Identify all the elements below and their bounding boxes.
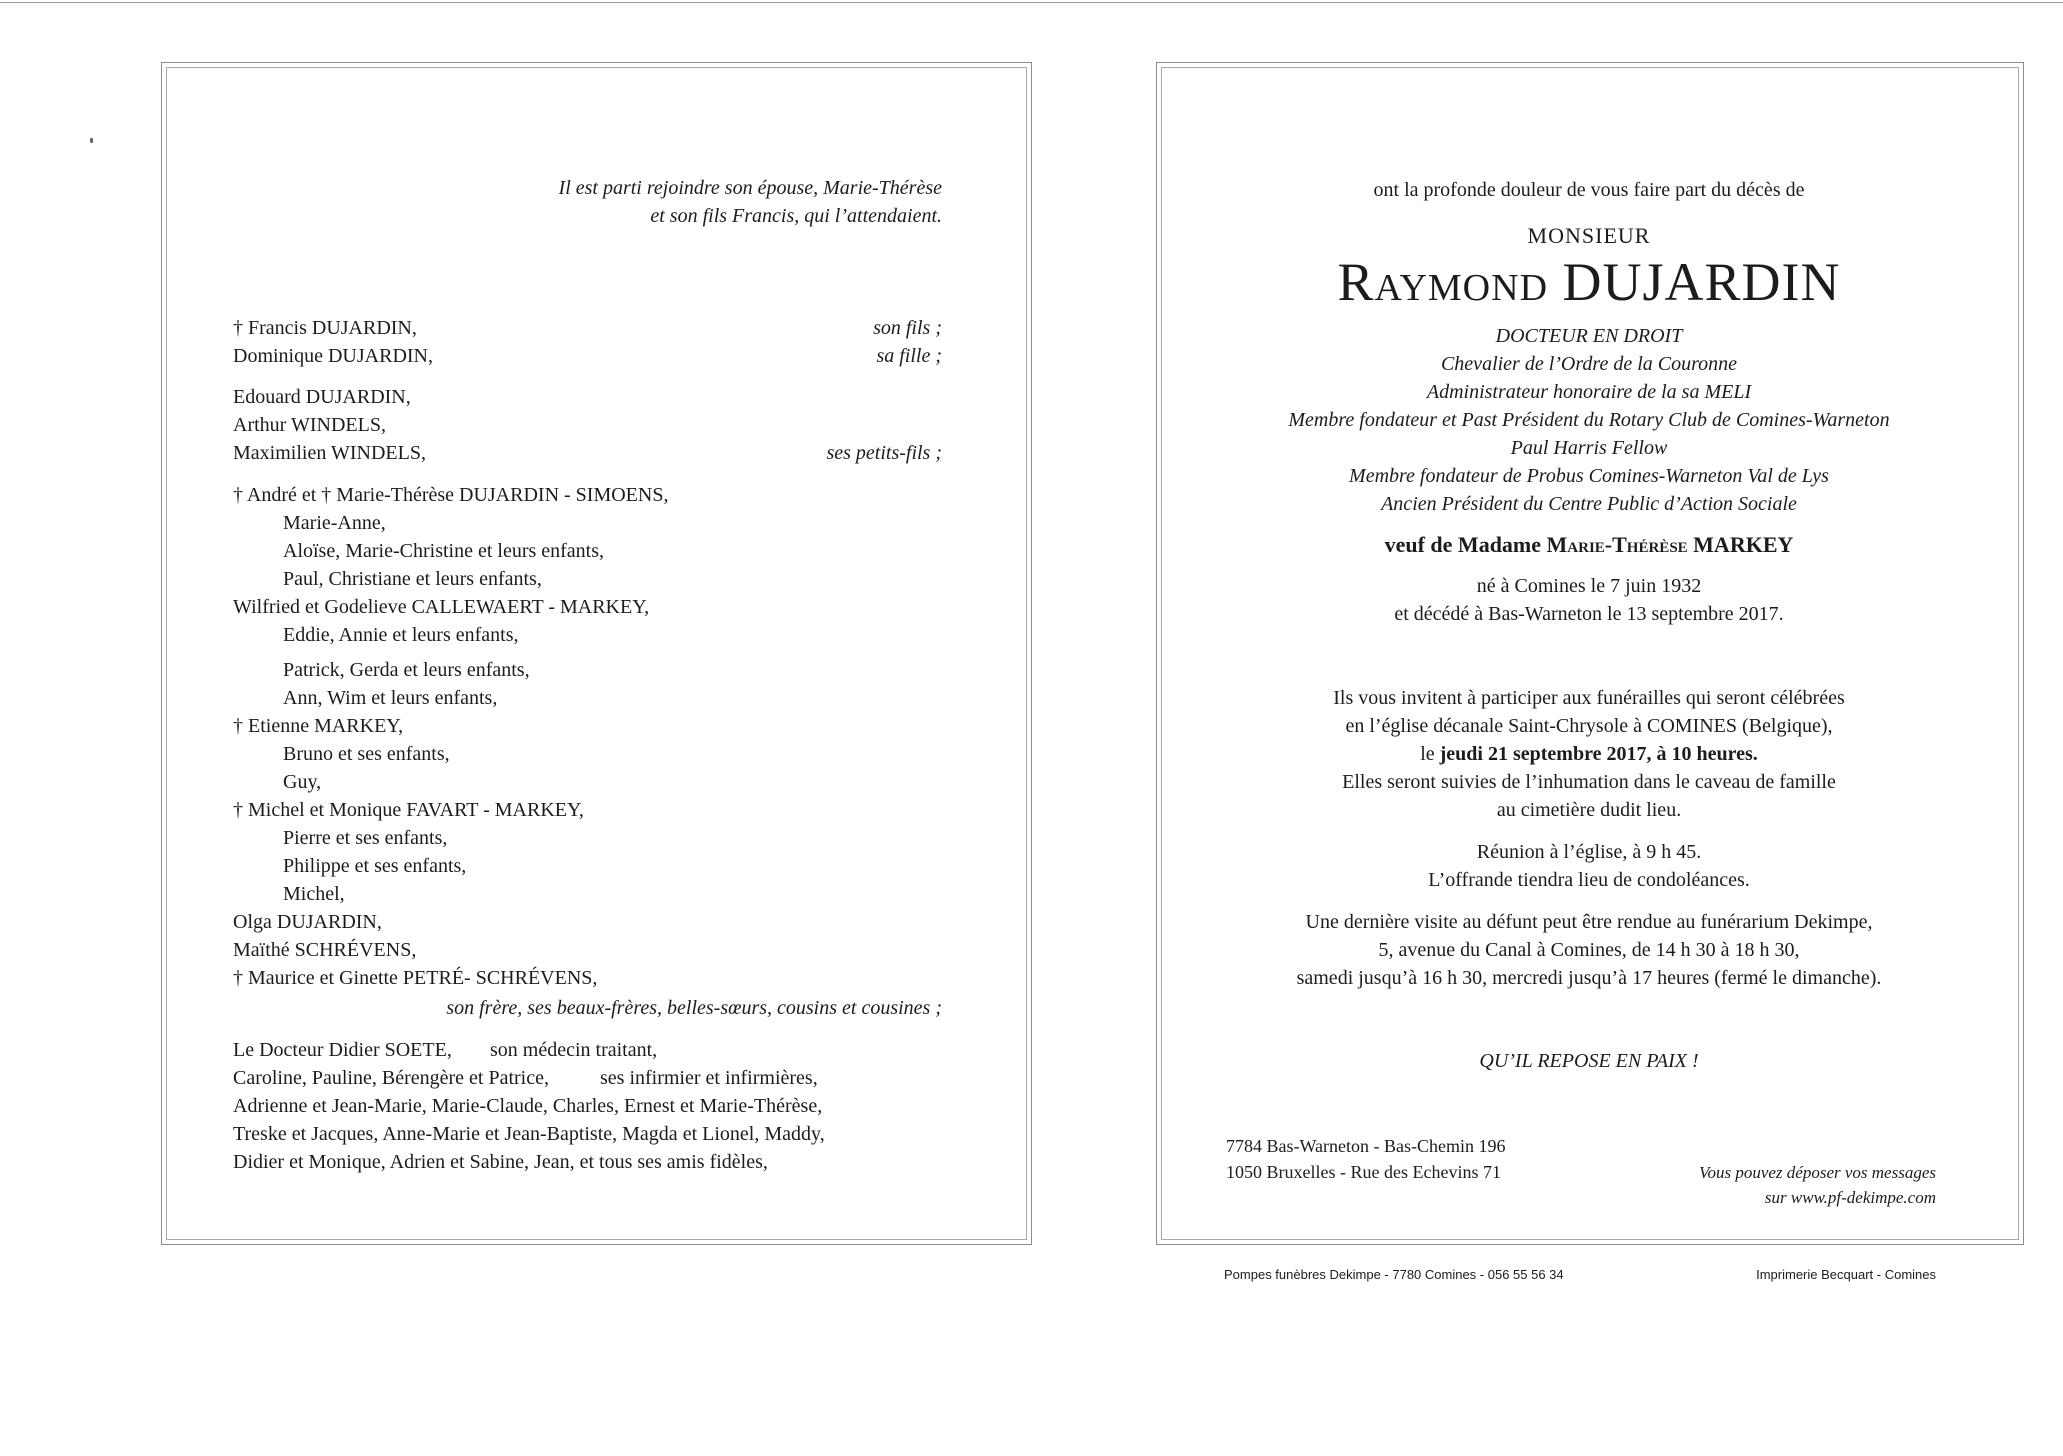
family-entry: Paul, Christiane et leurs enfants, [283, 568, 542, 590]
family-entry: Patrick, Gerda et leurs enfants, [283, 659, 530, 681]
deceased-last-name: DUJARDIN [1562, 252, 1841, 312]
family-entry: Maïthé SCHRÉVENS, [233, 939, 417, 961]
funeral-date: jeudi 21 septembre 2017, à 10 heures. [1439, 743, 1758, 765]
family-entry: Michel, [283, 883, 345, 905]
family-role: sa fille ; [876, 345, 942, 367]
family-entry: Ann, Wim et leurs enfants, [283, 687, 498, 709]
address-line: 1050 Bruxelles - Rue des Echevins 71 [1226, 1162, 1501, 1182]
family-entry: Guy, [283, 771, 322, 793]
burial-line: au cimetière dudit lieu. [1496, 799, 1682, 821]
burial-line: Elles seront suivies de l’inhumation dans le caveau de famille [1342, 771, 1836, 793]
funeral-date-line [1156, 740, 2022, 768]
funeral-line: Ils vous invitent à participer aux funérailles qui seront célébrées [1333, 687, 1845, 709]
family-entry: † Francis DUJARDIN, [233, 317, 417, 339]
relatives-role: son frère, ses beaux-frères, belles-sœurs, cousins et cousines ; [446, 997, 942, 1019]
widower-prefix: veuf de Madame [1384, 532, 1542, 557]
doctor-name: Le Docteur Didier SOETE, [233, 1039, 452, 1061]
visit-line: 5, avenue du Canal à Comines, de 14 h 30 à 18 h 30, [1378, 939, 1800, 961]
rest-in-peace: QU’IL REPOSE EN PAIX ! [1479, 1050, 1699, 1072]
family-entry: Marie-Anne, [283, 512, 386, 534]
spouse-first-name: Marie-Thérèse [1546, 532, 1688, 557]
family-entry: † Michel et Monique FAVART - MARKEY, [233, 799, 584, 821]
meeting-line: L’offrande tiendra lieu de condoléances. [1428, 869, 1750, 891]
funeral-date-prefix: le [1420, 743, 1440, 765]
intro-line-2: et son fils Francis, qui l’attendaient. [650, 205, 942, 227]
funeral-home-footer: Pompes funèbres Dekimpe - 7780 Comines - 056 55 56 34 [1224, 1267, 1564, 1282]
friends-line: Treske et Jacques, Anne-Marie et Jean-Baptiste, Magda et Lionel, Maddy, [233, 1123, 825, 1145]
spouse-last-name: MARKEY [1693, 532, 1794, 557]
nurses-role: ses infirmier et infirmières, [600, 1067, 818, 1089]
honor-line: Ancien Président du Centre Public d’Action Sociale [1381, 493, 1797, 515]
funeral-line: en l’église décanale Saint-Chrysole à COMINES (Belgique), [1345, 715, 1833, 737]
honor-line: Administrateur honoraire de la sa MELI [1426, 381, 1752, 403]
family-entry: Wilfried et Godelieve CALLEWAERT - MARKEY, [233, 596, 650, 618]
messages-url: sur www.pf-dekimpe.com [1764, 1188, 1936, 1207]
title-monsieur: MONSIEUR [1527, 223, 1651, 248]
family-entry: Pierre et ses enfants, [283, 827, 448, 849]
death-line: et décédé à Bas-Warneton le 13 septembre 2017. [1394, 603, 1784, 625]
address-line: 7784 Bas-Warneton - Bas-Chemin 196 [1226, 1136, 1506, 1156]
nurses-names: Caroline, Pauline, Bérengère et Patrice, [233, 1067, 549, 1089]
deceased-name [1156, 250, 2022, 314]
family-entry: Bruno et ses enfants, [283, 743, 450, 765]
meeting-line: Réunion à l’église, à 9 h 45. [1476, 841, 1702, 863]
family-entry: Edouard DUJARDIN, [233, 386, 411, 408]
visit-line: samedi jusqu’à 16 h 30, mercredi jusqu’à 17 heures (fermé le dimanche). [1296, 967, 1882, 989]
family-entry: Aloïse, Marie-Christine et leurs enfants, [283, 540, 605, 562]
family-entry: † André et † Marie-Thérèse DUJARDIN - SIMOENS, [233, 484, 669, 506]
family-entry: Arthur WINDELS, [233, 414, 386, 436]
doctor-role: son médecin traitant, [490, 1039, 658, 1061]
honor-line: Chevalier de l’Ordre de la Couronne [1440, 353, 1738, 375]
friends-line: Adrienne et Jean-Marie, Marie-Claude, Charles, Ernest et Marie-Thérèse, [233, 1095, 823, 1117]
widower-line [1156, 529, 2022, 561]
honor-line: Paul Harris Fellow [1510, 437, 1668, 459]
family-entry: Dominique DUJARDIN, [233, 345, 433, 367]
family-entry: Olga DUJARDIN, [233, 911, 382, 933]
family-entry: † Etienne MARKEY, [233, 715, 404, 737]
family-entry: Eddie, Annie et leurs enfants, [283, 624, 519, 646]
visit-line: Une dernière visite au défunt peut être rendue au funérarium Dekimpe, [1305, 911, 1873, 933]
friends-line: Didier et Monique, Adrien et Sabine, Jean, et tous ses amis fidèles, [233, 1151, 768, 1173]
honor-line: Membre fondateur de Probus Comines-Warneton Val de Lys [1349, 465, 1829, 487]
intro-line-1: Il est parti rejoindre son épouse, Marie-Thérèse [558, 177, 942, 199]
family-entry: † Maurice et Ginette PETRÉ- SCHRÉVENS, [233, 967, 598, 989]
scan-speck [90, 138, 93, 143]
deceased-first-name: Raymond [1337, 252, 1549, 312]
honor-line: Membre fondateur et Past Président du Rotary Club de Comines-Warneton [1288, 409, 1890, 431]
family-entry: Maximilien WINDELS, [233, 442, 426, 464]
printer-footer: Imprimerie Becquart - Comines [1756, 1267, 1936, 1282]
honor-line: DOCTEUR EN DROIT [1495, 325, 1683, 347]
family-entry: Philippe et ses enfants, [283, 855, 467, 877]
announcement: ont la profonde douleur de vous faire part du décès de [1373, 179, 1805, 201]
family-role: son fils ; [873, 317, 942, 339]
messages-line: Vous pouvez déposer vos messages [1698, 1163, 1936, 1182]
scan-edge-line [0, 2, 2063, 3]
family-role: ses petits-fils ; [826, 442, 942, 464]
birth-line: né à Comines le 7 juin 1932 [1476, 575, 1702, 597]
